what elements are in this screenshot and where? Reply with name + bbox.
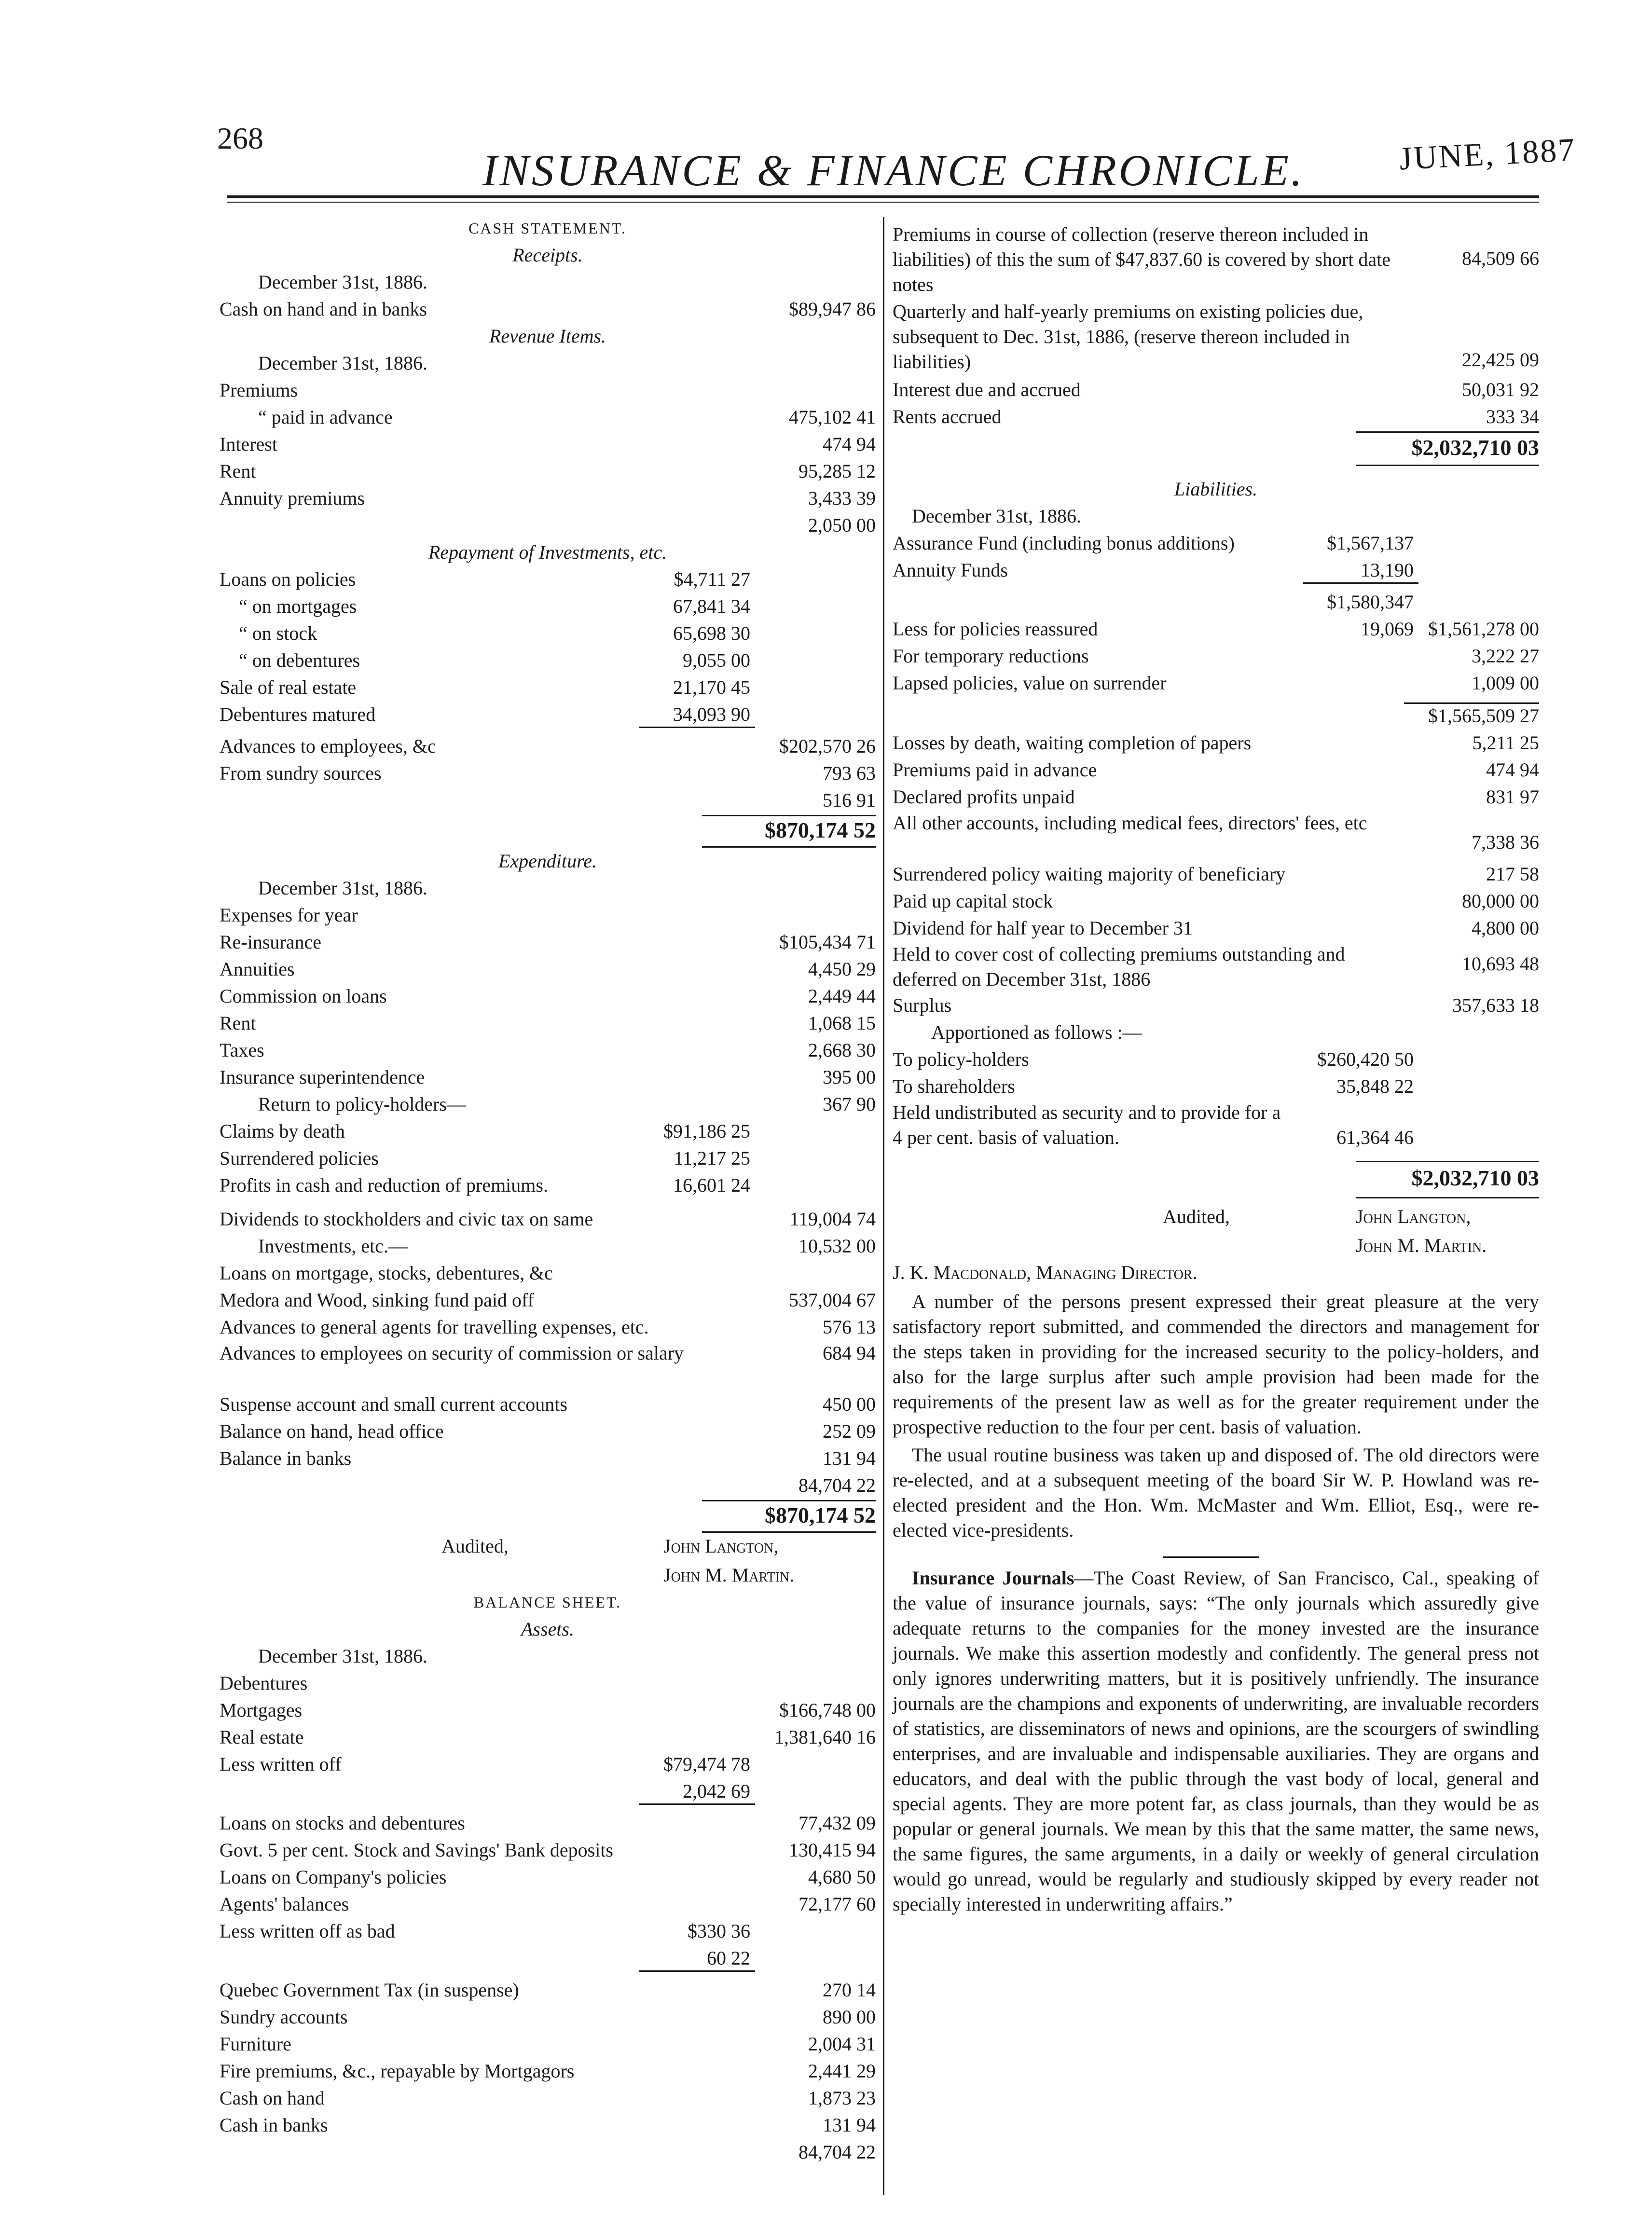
ledger-row xyxy=(220,1206,876,1233)
row-amount: 3,433 39 xyxy=(808,487,876,509)
row-amount: 395 00 xyxy=(823,1066,876,1088)
row-amount: 16,601 24 xyxy=(673,1174,750,1196)
auditors-block xyxy=(893,1232,1539,1259)
row-amount: 367 90 xyxy=(823,1093,876,1115)
auditors-block xyxy=(220,1533,876,1562)
auditor-name: John M. Martin. xyxy=(663,1564,795,1586)
ledger-row xyxy=(220,431,876,458)
row-label: Apportioned as follows :— xyxy=(931,1021,1142,1043)
column-divider xyxy=(883,217,884,2195)
date-row xyxy=(220,350,876,377)
row-label: Paid up capital stock xyxy=(893,890,1053,912)
ledger-row xyxy=(893,299,1539,376)
row-amount: $1,565,509 27 xyxy=(1428,705,1539,727)
row-amount: 22,425 09 xyxy=(1462,349,1539,371)
subtotal-rule xyxy=(639,1803,755,1805)
row-label: To shareholders xyxy=(893,1075,1015,1097)
row-label: Lapsed policies, value on surrender xyxy=(893,672,1167,694)
row-amount: $330 36 xyxy=(688,1920,750,1942)
ledger-row xyxy=(893,589,1539,616)
ledger-row xyxy=(220,458,876,485)
row-label: “ on debentures xyxy=(239,649,360,671)
director-line xyxy=(893,1259,1539,1286)
ledger-row xyxy=(893,888,1539,915)
header-rule-thin xyxy=(227,202,1539,203)
expenditure-heading: Expenditure. xyxy=(498,850,597,872)
subtotal-rule xyxy=(639,727,755,728)
total-rule xyxy=(1356,465,1539,466)
header-rule xyxy=(227,195,1539,198)
row-label: “ on stock xyxy=(239,622,317,644)
ledger-row xyxy=(220,1037,876,1064)
meeting-paragraph: A number of the persons present expressed their great pleasure at the very satisfactory report submitted, and commended the directors and management for the steps taken in providing for the increased security to the policy-holders, and also for the large surplus after such ample provision had been made for the requirements of the present law as well as for the greater requirement under the prospective reduction to the four per cent. basis of valuation. xyxy=(893,1291,1539,1438)
row-label: Medora and Wood, sinking fund paid off xyxy=(220,1289,534,1311)
row-label: Commission on loans xyxy=(220,985,387,1007)
ledger-row xyxy=(220,929,876,956)
row-label: Real estate xyxy=(220,1726,304,1748)
row-amount: 50,031 92 xyxy=(1462,379,1539,400)
row-label: Taxes xyxy=(220,1039,264,1061)
row-label: For temporary reductions xyxy=(893,645,1089,667)
auditor-name: John Langton, xyxy=(663,1535,779,1557)
assets-heading: Assets. xyxy=(521,1618,574,1640)
ledger-row xyxy=(220,1891,876,1918)
ledger-row xyxy=(220,1391,876,1418)
row-amount: 2,668 30 xyxy=(808,1039,876,1061)
page-number: 268 xyxy=(217,121,263,155)
row-amount: 130,415 94 xyxy=(789,1839,876,1861)
row-label: Less for policies reassured xyxy=(893,618,1098,640)
date-label: December 31st, 1886. xyxy=(258,352,428,374)
row-amount: 3,222 27 xyxy=(1472,645,1539,667)
row-label: Quarterly and half-yearly premiums on existing policies due, subsequent to Dec. 31st, 1886, (reserve thereon included in liabilities) xyxy=(893,301,1363,372)
date-label: December 31st, 1886. xyxy=(258,271,428,293)
total-rule xyxy=(702,815,876,816)
subtotal-rule xyxy=(1303,582,1418,584)
row-amount: 21,170 45 xyxy=(673,676,750,698)
ledger-row xyxy=(220,1233,876,1260)
row-amount: $1,580,347 xyxy=(1327,591,1414,613)
expenditure-rows xyxy=(220,902,876,1091)
ledger-row xyxy=(220,2004,876,2031)
row-amount: 2,441 29 xyxy=(808,2060,876,2082)
ledger-row xyxy=(220,956,876,983)
row-label: Cash on hand xyxy=(220,2087,325,2109)
ledger-row xyxy=(220,485,876,512)
row-label: Annuities xyxy=(220,958,295,980)
row-amount: 4,450 29 xyxy=(808,958,876,980)
ledger-row xyxy=(893,729,1539,756)
ledger-row xyxy=(893,222,1539,299)
row-amount: 474 94 xyxy=(823,433,876,455)
row-amount: 4,800 00 xyxy=(1472,917,1539,939)
row-amount: $89,947 86 xyxy=(789,298,876,320)
row-amount: 95,285 12 xyxy=(798,460,876,482)
row-amount: $1,567,137 xyxy=(1327,532,1414,554)
row-amount: 890 00 xyxy=(823,2006,876,2028)
row-label: Re-insurance xyxy=(220,931,322,953)
row-amount: 67,841 34 xyxy=(673,595,750,617)
row-amount: 7,338 36 xyxy=(1472,831,1539,853)
ledger-row xyxy=(220,620,876,647)
right-column xyxy=(893,207,1539,1917)
ledger-row xyxy=(220,1172,876,1199)
row-label: Premiums in course of collection (reserve thereon included in liabilities) of this the sum of $47,837.60 is covered by short date notes xyxy=(893,223,1391,295)
row-label: Advances to employees, &c xyxy=(220,735,436,757)
date-row xyxy=(893,503,1539,530)
cash-statement-heading: CASH STATEMENT. xyxy=(468,220,627,237)
row-label: Loans on mortgage, stocks, debentures, &c xyxy=(220,1262,553,1284)
audited-label: Audited, xyxy=(1163,1206,1230,1227)
row-amount: 1,009 00 xyxy=(1472,672,1539,694)
auditor-name: John Langton, xyxy=(1356,1206,1471,1227)
row-label: Advances to employees on security of commission or salary xyxy=(220,1342,684,1364)
row-label: Held to cover cost of collecting premiums outstanding and deferred on December 31st, 1886 xyxy=(893,943,1345,990)
liabilities-heading: Liabilities. xyxy=(1174,478,1258,500)
balance-sheet-heading: BALANCE SHEET. xyxy=(473,1594,622,1611)
row-label: Less written off as bad xyxy=(220,1920,395,1942)
row-amount: 19,069 xyxy=(1361,618,1414,640)
ledger-row xyxy=(220,1091,876,1118)
revenue-heading: Revenue Items. xyxy=(489,325,606,347)
row-label: Declared profits unpaid xyxy=(893,786,1075,808)
ledger-row xyxy=(220,1977,876,2004)
row-label: Rents accrued xyxy=(893,406,1002,427)
article-body: —The Coast Review, of San Francisco, Cal., speaking of the value of insurance journals, says: “The only journals which assuredly give adequate returns to the companies for the money invested are the insurance journals. We make this assertion modestly and confidently. The general press not only ignores underwriting matters, but it is positively unfriendly. The insurance journals are the champions and exponents of underwriting, are invaluable recorders of statistics, are disseminators of news and opinions, are the scourgers of swindling enterprises, and are invaluable and indispensable auxiliaries. They are organs and educators, and deal with the public through the vast body of local, general and special agents. They are more potent far, as class journals, than they would be as popular or general journals. We mean by this that the same matter, the same news, the same figures, the same arguments, in a daily or weekly of general circulation would go unread, would be regularly and studiously skipped by every reader not specially interested in underwriting affairs.” xyxy=(893,1567,1540,1915)
ledger-row xyxy=(893,1046,1539,1073)
total-row xyxy=(893,1160,1539,1198)
row-amount: 10,693 48 xyxy=(1462,953,1539,975)
ledger-row xyxy=(220,733,876,760)
row-amount: $79,474 78 xyxy=(663,1753,750,1775)
date-row xyxy=(220,875,876,902)
row-label: Expenses for year xyxy=(220,904,358,926)
row-label: Suspense account and small current accounts xyxy=(220,1393,567,1415)
ledger-row xyxy=(893,811,1539,861)
date-label: December 31st, 1886. xyxy=(258,1645,428,1667)
ledger-row xyxy=(220,1724,876,1751)
row-amount: $166,748 00 xyxy=(779,1699,876,1721)
row-amount: 217 58 xyxy=(1486,863,1539,885)
row-amount: 5,211 25 xyxy=(1472,732,1539,754)
row-label: Fire premiums, &c., repayable by Mortgagors xyxy=(220,2060,575,2082)
row-amount: 80,000 00 xyxy=(1462,890,1539,912)
row-amount: 84,704 22 xyxy=(798,2141,876,2163)
audited-label: Audited, xyxy=(441,1535,509,1557)
assets-total: $2,032,710 03 xyxy=(1411,435,1539,460)
section-divider xyxy=(1163,1556,1259,1558)
row-label: Debentures matured xyxy=(220,703,376,725)
row-label: Premiums paid in advance xyxy=(893,759,1097,781)
row-label: “ on mortgages xyxy=(239,595,357,617)
auditors-block xyxy=(893,1203,1539,1232)
row-amount: 34,093 90 xyxy=(673,703,750,725)
auditor-name: John M. Martin. xyxy=(1356,1235,1487,1256)
auditors-block xyxy=(220,1562,876,1589)
ledger-row xyxy=(220,296,876,323)
ledger-row xyxy=(220,1287,876,1314)
date-label: December 31st, 1886. xyxy=(912,505,1082,527)
row-label: Advances to general agents for travelling expenses, etc. xyxy=(220,1316,649,1338)
row-amount: $105,434 71 xyxy=(779,931,876,953)
ledger-row xyxy=(220,512,876,539)
ledger-row xyxy=(220,701,876,728)
row-amount: 131 94 xyxy=(823,2114,876,2136)
ledger-row xyxy=(220,2139,876,2166)
row-amount: 119,004 74 xyxy=(789,1208,876,1230)
row-label: Premiums xyxy=(220,379,298,401)
ledger-row xyxy=(220,983,876,1010)
row-amount: 450 00 xyxy=(823,1393,876,1415)
row-amount: 474 94 xyxy=(1486,759,1539,781)
row-amount: 252 09 xyxy=(823,1420,876,1442)
total-row xyxy=(220,814,876,848)
ledger-row xyxy=(220,1341,876,1391)
ledger-row xyxy=(893,403,1539,430)
row-label: Interest xyxy=(220,433,277,455)
ledger-row xyxy=(220,566,876,593)
row-label: Govt. 5 per cent. Stock and Savings' Bank deposits xyxy=(220,1839,613,1861)
ledger-row xyxy=(893,756,1539,784)
row-amount: 475,102 41 xyxy=(789,406,876,428)
row-label: Losses by death, waiting completion of papers xyxy=(893,732,1252,754)
row-label: Cash on hand and in banks xyxy=(220,298,427,320)
row-amount: 2,050 00 xyxy=(808,514,876,536)
row-amount: 131 94 xyxy=(823,1447,876,1469)
row-amount: 13,190 xyxy=(1361,559,1414,581)
ledger-row xyxy=(220,1837,876,1864)
ledger-row xyxy=(220,1670,876,1697)
receipts-heading: Receipts. xyxy=(512,244,583,266)
ledger-row xyxy=(220,1945,876,1972)
row-label: Debentures xyxy=(220,1672,308,1694)
row-label: Interest due and accrued xyxy=(893,379,1081,400)
row-amount: 2,004 31 xyxy=(808,2033,876,2055)
ledger-row xyxy=(893,992,1539,1019)
row-label: Sale of real estate xyxy=(220,676,357,698)
ledger-row xyxy=(220,377,876,404)
ledger-row xyxy=(220,1145,876,1172)
row-amount: 9,055 00 xyxy=(683,649,750,671)
ledger-row xyxy=(893,942,1539,992)
row-label: Dividend for half year to December 31 xyxy=(893,917,1193,939)
ledger-row xyxy=(893,1073,1539,1100)
total-rule xyxy=(1356,1161,1539,1162)
row-amount: 1,873 23 xyxy=(808,2087,876,2109)
ledger-row xyxy=(220,2031,876,2058)
ledger-row xyxy=(893,643,1539,670)
row-label: Annuity premiums xyxy=(220,487,365,509)
expenditure-total: $870,174 52 xyxy=(765,1503,876,1527)
row-label: Profits in cash and reduction of premiums. xyxy=(220,1174,548,1196)
row-amount: 1,381,640 16 xyxy=(774,1726,876,1748)
page-header xyxy=(0,0,1652,203)
row-label: Loans on policies xyxy=(220,568,356,590)
ledger-row xyxy=(893,861,1539,888)
row-label: Assurance Fund (including bonus additions) xyxy=(893,532,1235,554)
receipts-total: $870,174 52 xyxy=(765,818,876,842)
liabilities-total: $2,032,710 03 xyxy=(1411,1166,1539,1190)
ledger-row xyxy=(220,787,876,814)
row-label: Less written off xyxy=(220,1753,342,1775)
total-rule xyxy=(702,1500,876,1501)
row-label: Furniture xyxy=(220,2033,291,2055)
ledger-row xyxy=(220,1010,876,1037)
total-row xyxy=(893,430,1539,466)
ledger-row xyxy=(220,674,876,701)
ledger-row xyxy=(220,1778,876,1805)
ledger-row xyxy=(220,1418,876,1445)
row-amount: 576 13 xyxy=(823,1316,876,1338)
ledger-row xyxy=(220,1751,876,1778)
row-label: Rent xyxy=(220,460,256,482)
row-amount: 831 97 xyxy=(1486,786,1539,808)
row-label: Dividends to stockholders and civic tax on same xyxy=(220,1208,593,1230)
row-label: Quebec Government Tax (in suspense) xyxy=(220,1979,519,2001)
ledger-row xyxy=(893,1100,1539,1150)
row-label: Annuity Funds xyxy=(893,559,1008,581)
row-label: Insurance superintendence xyxy=(220,1066,425,1088)
row-amount: 72,177 60 xyxy=(798,1893,876,1915)
article-heading: Insurance Journals xyxy=(912,1567,1074,1589)
ledger-row xyxy=(893,557,1539,584)
total-rule xyxy=(1356,1197,1539,1198)
ledger-row xyxy=(220,1445,876,1472)
row-label: To policy-holders xyxy=(893,1048,1029,1070)
row-label: Loans on stocks and debentures xyxy=(220,1812,465,1834)
ledger-row xyxy=(893,915,1539,942)
total-rule xyxy=(1356,431,1539,433)
row-amount: 60 22 xyxy=(707,1947,750,1969)
row-amount: 35,848 22 xyxy=(1336,1075,1414,1097)
ledger-row xyxy=(220,902,876,929)
ledger-row xyxy=(893,376,1539,403)
row-amount: 61,364 46 xyxy=(1336,1127,1414,1148)
publication-title: INSURANCE & FINANCE CHRONICLE. xyxy=(482,146,1305,195)
date-row xyxy=(220,269,876,296)
row-amount: $260,420 50 xyxy=(1317,1048,1414,1070)
row-label: From sundry sources xyxy=(220,762,382,784)
row-label: Cash in banks xyxy=(220,2114,328,2136)
row-label: Balance in banks xyxy=(220,1447,352,1469)
row-amount: $91,186 25 xyxy=(663,1120,750,1142)
row-amount: 357,633 18 xyxy=(1452,994,1539,1016)
insurance-journals-article xyxy=(893,1566,1539,1917)
row-amount: $4,711 27 xyxy=(674,568,750,590)
repayment-heading: Repayment of Investments, etc. xyxy=(428,541,667,563)
row-amount: 84,509 66 xyxy=(1462,248,1539,269)
row-label: Surrendered policy waiting majority of beneficiary xyxy=(893,863,1286,885)
issue-date: JUNE, 1887 xyxy=(1398,131,1577,177)
row-label: Return to policy-holders— xyxy=(258,1093,467,1115)
row-amount: $202,570 26 xyxy=(779,735,876,757)
row-amount: 11,217 25 xyxy=(674,1147,750,1169)
row-amount: 2,449 44 xyxy=(808,985,876,1007)
ledger-row xyxy=(893,784,1539,811)
row-amount: 2,042 69 xyxy=(683,1780,750,1802)
row-amount: $1,561,278 00 xyxy=(1428,618,1539,640)
row-label: All other accounts, including medical fees, directors' fees, etc xyxy=(893,812,1367,834)
row-amount: 10,532 00 xyxy=(798,1235,876,1257)
ledger-row xyxy=(220,593,876,620)
row-amount: 4,680 50 xyxy=(808,1866,876,1888)
row-amount: 270 14 xyxy=(823,1979,876,2001)
row-amount: 793 63 xyxy=(823,762,876,784)
ledger-row xyxy=(220,1472,876,1499)
managing-director: J. K. Macdonald, Managing Director. xyxy=(893,1262,1198,1283)
ledger-row xyxy=(893,702,1539,729)
row-label: Mortgages xyxy=(220,1699,303,1721)
row-label: Agents' balances xyxy=(220,1893,349,1915)
row-label: Claims by death xyxy=(220,1120,345,1142)
row-label: Surplus xyxy=(893,994,952,1016)
row-amount: 84,704 22 xyxy=(798,1474,876,1496)
ledger-row xyxy=(220,2058,876,2085)
row-label: “ paid in advance xyxy=(258,406,393,428)
date-label: December 31st, 1886. xyxy=(258,877,428,899)
ledger-row xyxy=(220,647,876,674)
total-row xyxy=(220,1499,876,1533)
ledger-row xyxy=(220,2112,876,2139)
ledger-row xyxy=(220,404,876,431)
row-amount: 333 34 xyxy=(1486,406,1539,427)
ledger-row xyxy=(893,530,1539,557)
subtotal-rule xyxy=(639,1970,755,1972)
row-label: Sundry accounts xyxy=(220,2006,348,2028)
row-amount: 516 91 xyxy=(823,789,876,811)
row-label: Held undistributed as security and to provide for a 4 per cent. basis of valuation. xyxy=(893,1101,1281,1148)
ledger-row xyxy=(220,1118,876,1145)
row-amount: 537,004 67 xyxy=(789,1289,876,1311)
ledger-row xyxy=(220,1314,876,1341)
ledger-row xyxy=(893,616,1539,643)
ledger-row xyxy=(893,670,1539,697)
ledger-row xyxy=(220,760,876,787)
row-label: Rent xyxy=(220,1012,256,1034)
row-amount: 684 94 xyxy=(823,1342,876,1364)
row-amount: 77,432 09 xyxy=(798,1812,876,1834)
row-label: Surrendered policies xyxy=(220,1147,379,1169)
ledger-row xyxy=(220,1810,876,1837)
row-amount: 1,068 15 xyxy=(808,1012,876,1034)
row-label: Investments, etc.— xyxy=(258,1235,408,1257)
ledger-row xyxy=(220,1260,876,1287)
date-row xyxy=(220,1643,876,1670)
election-paragraph: The usual routine business was taken up and disposed of. The old directors were re-elected, and at a subsequent meeting of the board Sir W. P. Howland was re-elected president and the Hon. Wm. McMaster and Wm. Elliot, Esq., were re-elected vice-presidents. xyxy=(893,1444,1539,1541)
ledger-row xyxy=(893,1019,1539,1046)
row-label: Balance on hand, head office xyxy=(220,1420,444,1442)
ledger-row xyxy=(220,1918,876,1945)
row-amount: 65,698 30 xyxy=(673,622,750,644)
ledger-row xyxy=(220,1864,876,1891)
ledger-row xyxy=(220,2085,876,2112)
left-column xyxy=(220,207,876,2166)
row-label: Loans on Company's policies xyxy=(220,1866,447,1888)
ledger-row xyxy=(220,1064,876,1091)
ledger-row xyxy=(220,1697,876,1724)
